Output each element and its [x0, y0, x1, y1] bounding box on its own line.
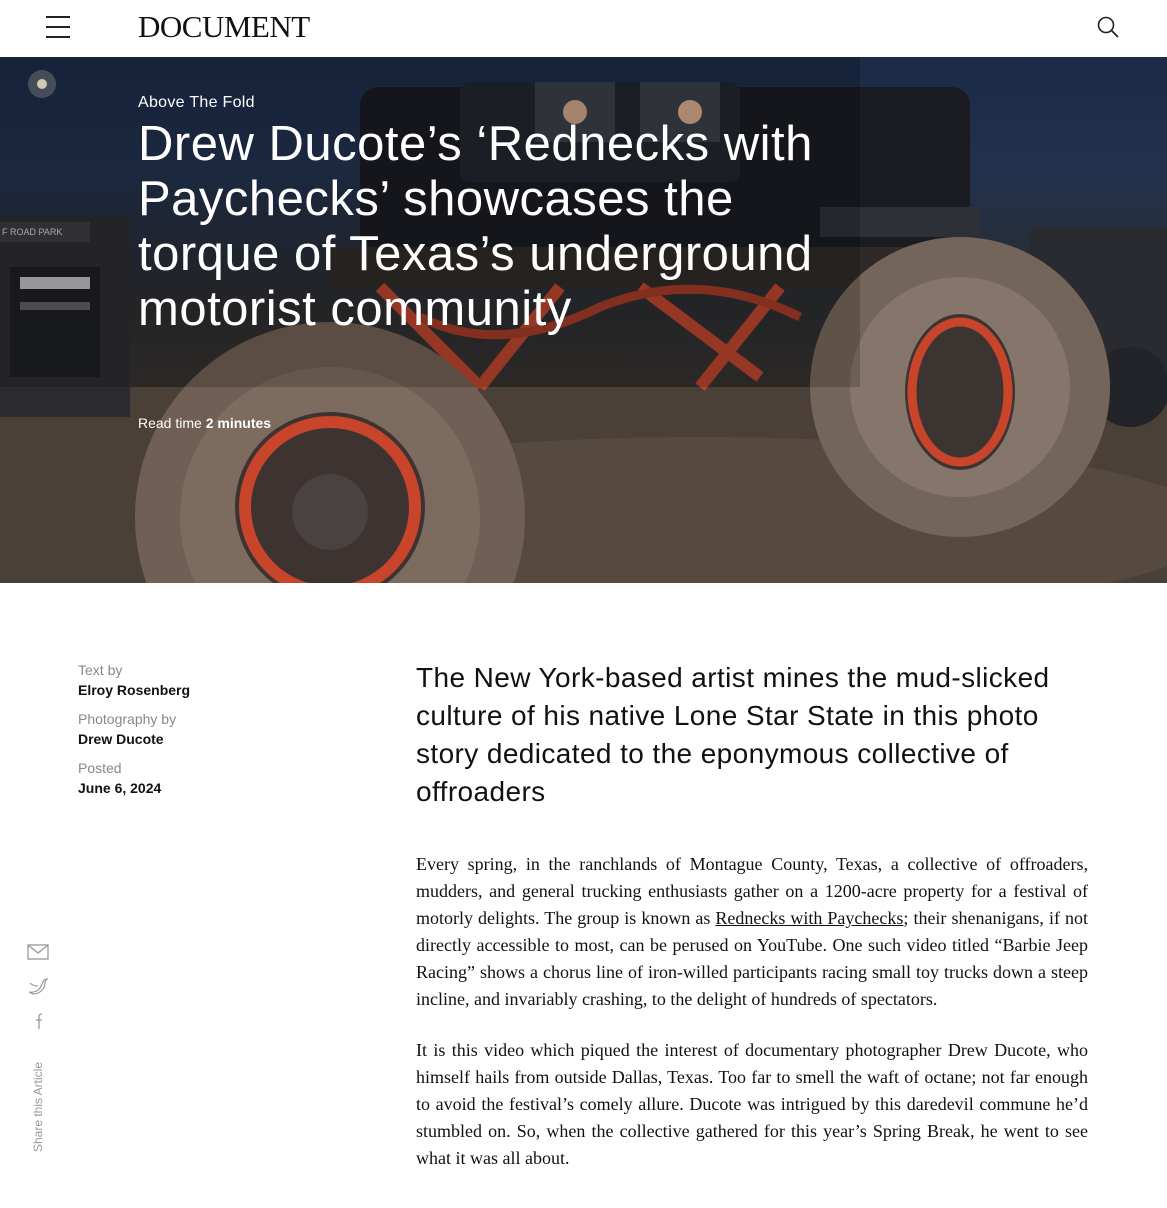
search-icon[interactable]: [1096, 15, 1120, 39]
site-logo[interactable]: DOCUMENT: [138, 9, 310, 44]
body-paragraph-1: [416, 851, 1088, 1013]
author-name[interactable]: Elroy Rosenberg: [78, 682, 191, 698]
read-time: [138, 415, 271, 431]
article-dek: The New York-based artist mines the mud-slicked culture of his native Lone Star State in this photo story dedicated to the eponymous collective of offroaders: [416, 662, 1050, 807]
facebook-icon[interactable]: [26, 1008, 50, 1032]
p1-text-before: Every spring, in the ranchlands of Montague County, Texas, a collective of offroaders, mudders, and general trucking enthusiasts gather on a 1200-acre property for a festival of motorly delights. The group is known as: [416, 854, 1088, 928]
read-time-label: Read time: [138, 415, 202, 431]
article-body: [416, 851, 1088, 1196]
twitter-icon[interactable]: [26, 974, 50, 998]
share-label: Share this Article: [31, 1061, 45, 1153]
p1-text-after: ; their shenanigans, if not directly accessible to most, can be perused on YouTube. One such video titled “Barbie Jeep Racing” shows a chorus line of iron-willed participants racing small toy trucks down a steep incline, and invariably crashing, to the delight of hundreds of spectators.: [416, 908, 1088, 1009]
posted-date: June 6, 2024: [78, 780, 162, 796]
article-title: Drew Ducote’s ‘Rednecks with Paychecks’ showcases the torque of Texas’s underground motorist community: [138, 117, 813, 336]
hero-section: [0, 57, 1167, 583]
hero-sign-text: F ROAD PARK: [2, 227, 63, 237]
article-category[interactable]: Above The Fold: [138, 94, 255, 111]
text-by-label: Text by: [78, 662, 123, 678]
article-meta: [78, 660, 328, 807]
hamburger-menu-icon[interactable]: [46, 16, 70, 38]
body-paragraph-2: It is this video which piqued the interest of documentary photographer Drew Ducote, who himself hails from outside Dallas, Texas. Too far to smell the waft of octane; not far enough to avoid the festival’s comely allure. Ducote was intrigued by this daredevil commune he’d stumbled on. So, when the collective gathered for this year’s Spring Break, he went to see what it was all about.: [416, 1040, 1088, 1168]
site-header: [0, 0, 1167, 57]
email-icon[interactable]: [26, 940, 50, 964]
photographer-name[interactable]: Drew Ducote: [78, 731, 164, 747]
read-time-value: 2 minutes: [205, 415, 272, 431]
rednecks-with-paychecks-link[interactable]: Rednecks with Paychecks: [715, 908, 904, 928]
photography-by-label: Photography by: [78, 711, 177, 727]
posted-label: Posted: [78, 760, 122, 776]
share-rail: [26, 940, 50, 1042]
